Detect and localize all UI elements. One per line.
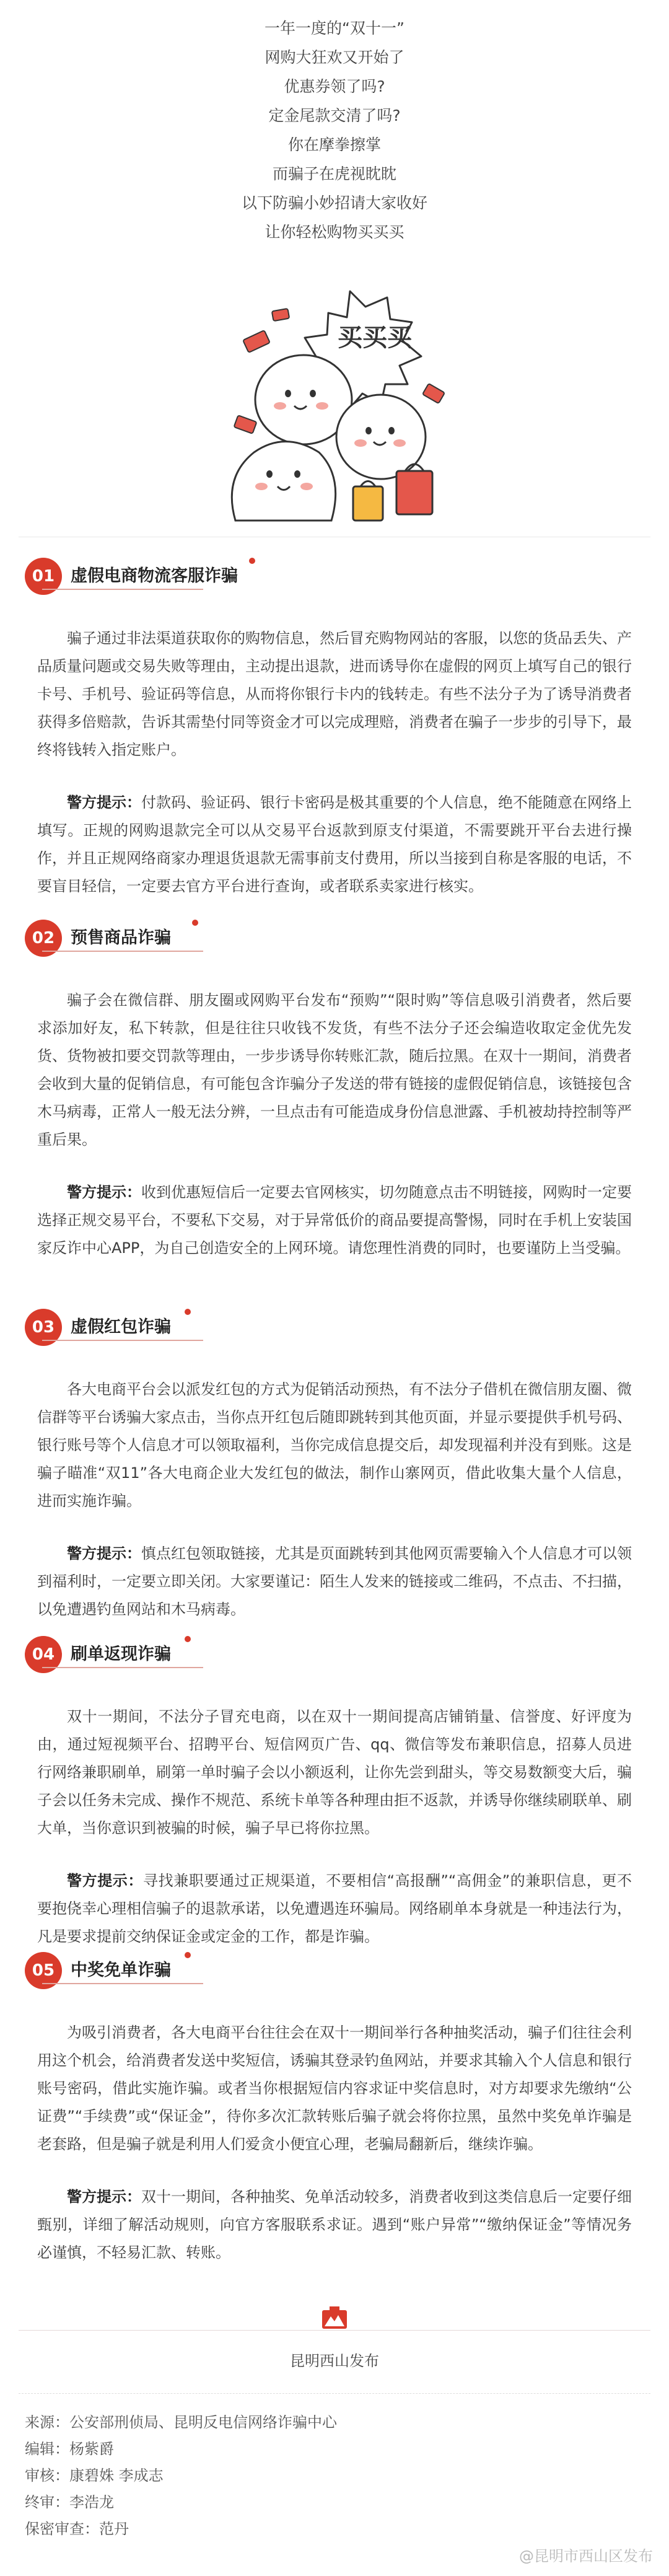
section-number-badge: 04 — [25, 1636, 62, 1673]
section-title: 预售商品诈骗 — [71, 928, 171, 947]
footer-line — [19, 2330, 650, 2331]
section-fake-red-packet — [19, 1309, 650, 1624]
accent-dot — [185, 1636, 191, 1642]
credit-line: 保密审查：范丹 — [25, 2520, 129, 2538]
tip-text: 收到优惠短信后一定要去官网核实，切勿随意点击不明链接，网购时一定要选择正规交易平台，不要私下交易，对于异常低价的商品要提高警惕，同时在手机上安装国家反诈中心APP，为自己创造安全的上网环境。请您理性消费的同时，也要谨防上当受骗。 — [37, 1184, 632, 1257]
title-underline — [42, 589, 203, 590]
section-body: 各大电商平台会以派发红包的方式为促销活动预热，有不法分子借机在微信朋友圈、微信群等平台诱骗大家点击，当你点开红包后随即跳转到其他页面，并显示要提供手机号码、银行账号等个人信息才可以领取福利，当你完成信息提交后，却发现福利并没有到账。这是骗子瞄准“双11”各大电商企业大发红包的做法，制作山寨网页，借此收集大量个人信息，进而实施诈骗。 — [37, 1381, 632, 1510]
section-title: 虚假电商物流客服诈骗 — [71, 566, 238, 586]
section-title: 刷单返现诈骗 — [71, 1645, 171, 1664]
section-number-badge: 05 — [25, 1952, 62, 1989]
illustration-caption: 买买买 — [338, 323, 412, 352]
title-underline — [42, 951, 203, 952]
police-tip — [37, 1867, 632, 1951]
section-header — [19, 1636, 650, 1679]
police-tip — [37, 1540, 632, 1624]
police-tip — [37, 2183, 632, 2267]
section-number-badge: 01 — [25, 558, 62, 595]
shopping-illustration — [211, 273, 458, 530]
intro-line: 你在摩拳擦掌 — [287, 136, 381, 154]
section-body: 骗子会在微信群、朋友圈或网购平台发布“预购”“限时购”等信息吸引消费者，然后要求添加好友，私下转款，但是往往只收钱不发货，有些不法分子还会编造收取定金优先发货、货物被扣要交罚款等理由，一步步诱导你转账汇款，随后拉黑。在双十一期间，消费者会收到大量的促销信息，有可能包含诈骗分子发送的带有链接的虚假促销信息，该链接包含木马病毒，正常人一般无法分辨，一旦点击有可能造成身份信息泄露、手机被劫持控制等严重后果。 — [37, 991, 632, 1148]
accent-dot — [249, 558, 255, 564]
cartoon-shoppers-image — [211, 273, 458, 530]
section-header — [19, 558, 650, 601]
intro-line: 网购大狂欢又开始了 — [265, 48, 404, 66]
intro-line: 而骗子在虎视眈眈 — [272, 165, 396, 183]
section-fake-customer-service — [19, 558, 650, 900]
divider — [19, 2393, 650, 2394]
tip-label: 警方提示： — [67, 794, 141, 811]
tip-text: 双十一期间，各种抽奖、免单活动较多，消费者收到这类信息后一定要仔细甄别，详细了解活动规则，向官方客服联系求证。遇到“账户异常”“缴纳保证金”等情况务必谨慎，不轻易汇款、转账。 — [37, 2188, 632, 2261]
intro-block — [0, 14, 669, 247]
publisher-name: 昆明西山发布 — [290, 2352, 379, 2370]
accent-dot — [185, 1309, 191, 1315]
title-underline — [42, 1983, 203, 1984]
section-body: 双十一期间，不法分子冒充电商，以在双十一期间提高店铺销量、信誉度、好评度为由，通过短视频平台、招聘平台、短信网页广告、qq、微信等发布兼职信息，招募人员进行网络兼职刷单，刷第一单时骗子会以小额返利，让你先尝到甜头，等交易数额变大后，骗子会以任务未完成、操作不规范、系统卡单等各种理由拒不返款，并诱导你继续刷联单、刷大单，当你意识到被骗的时候，骗子早已将你拉黑。 — [37, 1708, 632, 1837]
tip-text: 付款码、验证码、银行卡密码是极其重要的个人信息，绝不能随意在网络上填写。正规的网购退款完全可以从交易平台返款到原支付渠道，不需要跳开平台去进行操作，并且正规网络商家办理退货退款无需事前支付费用，所以当接到自称是客服的电话，不要盲目轻信，一定要去官方平台进行查询，或者联系卖家进行核实。 — [37, 794, 632, 895]
section-presale-scam — [19, 920, 650, 1262]
title-underline — [42, 1667, 203, 1668]
tip-text: 慎点红包领取链接，尤其是页面跳转到其他网页需要输入个人信息才可以领到福利时，一定要立即关闭。大家要谨记：陌生人发来的链接或二维码，不点击、不扫描，以免遭遇钓鱼网站和木马病毒。 — [37, 1545, 632, 1618]
section-title: 虚假红包诈骗 — [71, 1317, 171, 1337]
mountain-logo-icon — [321, 2306, 348, 2331]
watermark: @昆明市西山区发布 — [519, 2547, 653, 2565]
section-title: 中奖免单诈骗 — [71, 1961, 171, 1980]
police-tip — [37, 1179, 632, 1262]
section-header — [19, 1952, 650, 1995]
tip-label: 警方提示： — [67, 1545, 141, 1562]
tip-label: 警方提示： — [67, 1184, 141, 1201]
title-underline — [42, 1340, 203, 1341]
intro-line: 一年一度的“双十一” — [265, 19, 404, 37]
section-body: 为吸引消费者，各大电商平台往往会在双十一期间举行各种抽奖活动，骗子们往往会利用这个机会，给消费者发送中奖短信，诱骗其登录钓鱼网站，并要求其输入个人信息和银行账号密码，借此实施诈骗。或者当你根据短信内容求证中奖信息时，对方却要求先缴纳“公证费”“手续费”或“保证金”，待你多次汇款转账后骗子就会将你拉黑，虽然中奖免单诈骗是老套路，但是骗子就是利用人们爱贪小便宜心理，老骗局翻新后，继续诈骗。 — [37, 2024, 632, 2153]
accent-dot — [192, 920, 198, 926]
section-header — [19, 1309, 650, 1352]
credits-block — [25, 2409, 337, 2543]
section-brushing-scam — [19, 1636, 650, 1951]
tip-label: 警方提示： — [67, 2188, 141, 2205]
intro-line: 以下防骗小妙招请大家收好 — [241, 194, 427, 212]
credit-line: 编辑：杨紫爵 — [25, 2440, 114, 2458]
intro-line: 定金尾款交清了吗? — [268, 107, 401, 125]
section-header — [19, 920, 650, 963]
police-tip — [37, 789, 632, 900]
section-number-badge: 03 — [25, 1309, 62, 1346]
section-prize-scam — [19, 1952, 650, 2267]
credit-line: 来源：公安部刑侦局、昆明反电信网络诈骗中心 — [25, 2414, 337, 2431]
credit-line: 终审：李浩龙 — [25, 2494, 114, 2511]
intro-line: 优惠券领了吗? — [284, 77, 385, 95]
accent-dot — [185, 1952, 191, 1958]
section-number-badge: 02 — [25, 920, 62, 957]
credit-line: 审核：康碧姝 李成志 — [25, 2467, 164, 2484]
intro-line: 让你轻松购物买买买 — [265, 223, 404, 241]
tip-label: 警方提示： — [67, 1872, 144, 1889]
section-body: 骗子通过非法渠道获取你的购物信息，然后冒充购物网站的客服，以您的货品丢失、产品质量问题或交易失败等理由，主动提出退款，进而诱导你在虚假的网页上填写自己的银行卡号、手机号、验证码等信息，从而将你银行卡内的钱转走。有些不法分子为了诱导消费者获得多倍赔款，告诉其需垫付同等资金才可以完成理赔，消费者在骗子一步步的引导下，最终将钱转入指定账户。 — [37, 630, 632, 758]
tip-text: 寻找兼职要通过正规渠道，不要相信“高报酬”“高佣金”的兼职信息，更不要抱侥幸心理相信骗子的退款承诺，以免遭遇连环骗局。网络刷单本身就是一种违法行为，凡是要求提前交纳保证金或定金的工作，都是诈骗。 — [37, 1872, 632, 1945]
